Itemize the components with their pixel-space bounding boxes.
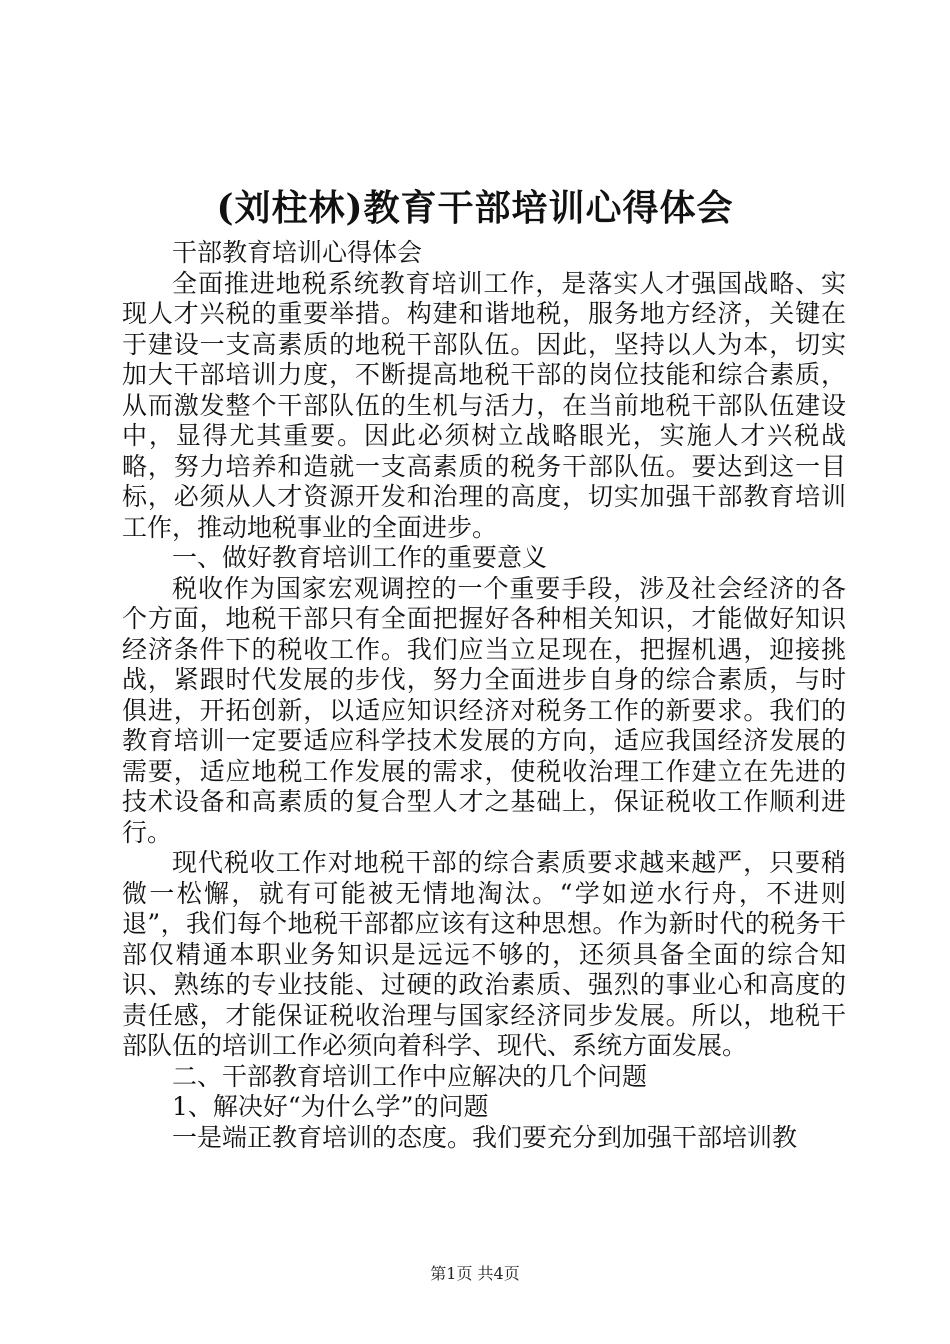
paragraph-subtitle: 干部教育培训心得体会 [172,238,423,267]
section-heading-1: 一、做好教育培训工作的重要意义 [172,543,548,572]
paragraph-attitude: 一是端正教育培训的态度。我们要充分到加强干部培训教 [172,1122,798,1152]
document-title: (刘柱林)教育干部培训心得体会 [216,187,734,229]
document-body [122,238,846,1153]
paragraph-tax-role: 税收作为国家宏观调控的一个重要手段，涉及社会经济的各个方面，地税干部只有全面把握好各种相关知识，才能做好知识经济条件下的税收工作。我们应当立足现在，把握机遇，迎接挑战，紧跟时代发展的步伐，努力全面进步自身的综合素质，与时俱进，开拓创新，以适应知识经济对税务工作的新要求。我们的教育培训一定要适应科学技术发展的方向，适应我国经济发展的需要，适应地税工作发展的需求，使税收治理工作建立在先进的技术设备和高素质的复合型人才之基础上，保证税收工作顺利进行。 [122,573,846,847]
subsection-heading-1: 1、解决好“为什么学”的问题 [172,1092,489,1121]
page-number-footer: 第1页 共4页 [430,1264,520,1283]
paragraph-modern-tax: 现代税收工作对地税干部的综合素质要求越来越严，只要稍微一松懈，就有可能被无情地淘汰。“学如逆水行舟，不进则退”，我们每个地税干部都应该有这种思想。作为新时代的税务干部仅精通本职业务知识是远远不够的，还须具备全面的综合知识、熟练的专业技能、过硬的政治素质、强烈的事业心和高度的责任感，才能保证税收治理与国家经济同步发展。所以，地税干部队伍的培训工作必须向着科学、现代、系统方面发展。 [122,848,846,1060]
paragraph-intro: 全面推进地税系统教育培训工作，是落实人才强国战略、实现人才兴税的重要举措。构建和谐地税，服务地方经济，关键在于建设一支高素质的地税干部队伍。因此，坚持以人为本，切实加大干部培训力度，不断提高地税干部的岗位技能和综合素质，从而激发整个干部队伍的生机与活力，在当前地税干部队伍建设中，显得尤其重要。因此必须树立战略眼光，实施人才兴税战略，努力培养和造就一支高素质的税务干部队伍。要达到这一目标，必须从人才资源开发和治理的高度，切实加强干部教育培训工作，推动地税事业的全面进步。 [122,268,846,542]
section-heading-2: 二、干部教育培训工作中应解决的几个问题 [172,1061,648,1091]
